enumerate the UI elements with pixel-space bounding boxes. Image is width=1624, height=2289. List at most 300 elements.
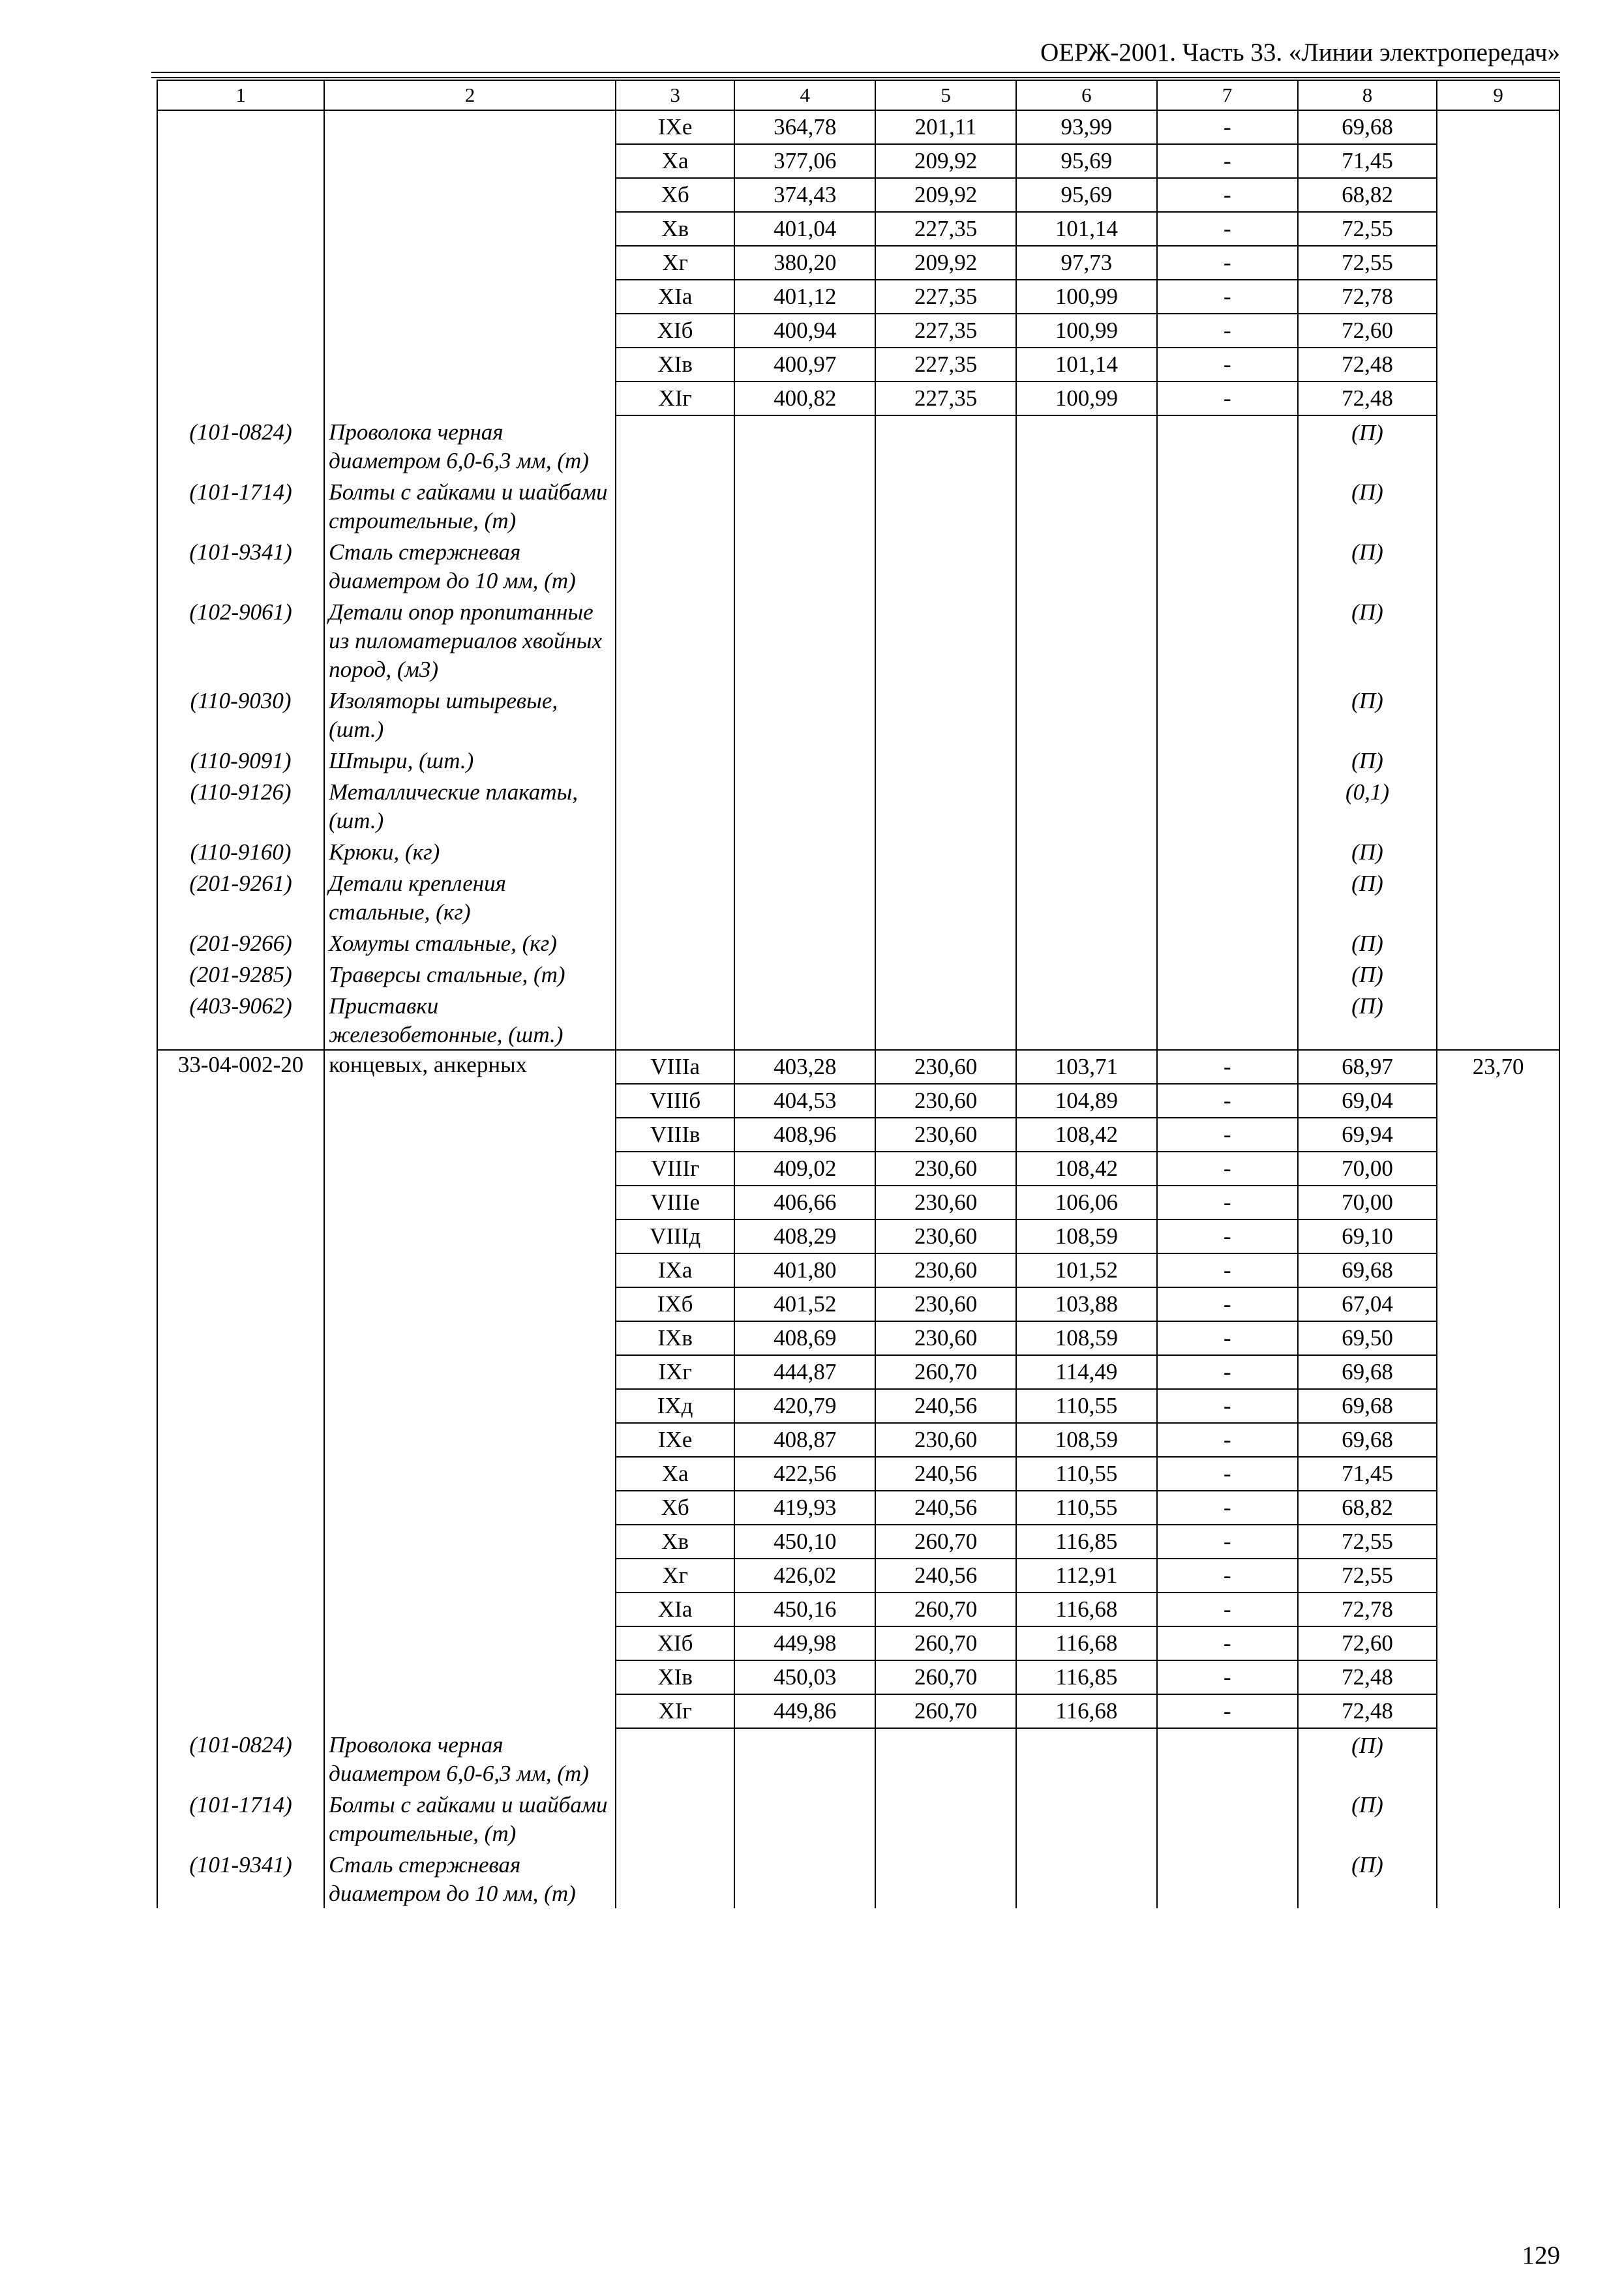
support-type-cell: IXг	[616, 1355, 735, 1389]
value-cell: -	[1157, 110, 1298, 144]
value-cell: -	[1157, 1253, 1298, 1287]
value-cell: 401,12	[734, 280, 875, 314]
material-code: (110-9030)	[157, 684, 324, 744]
empty-cell	[1157, 989, 1298, 1050]
value-cell: 230,60	[875, 1152, 1016, 1186]
value-cell: 68,82	[1298, 178, 1437, 212]
empty-cell	[734, 475, 875, 535]
value-cell: -	[1157, 1694, 1298, 1728]
norm-code-cell	[157, 1423, 324, 1457]
empty-cell	[616, 989, 735, 1050]
value-cell: 95,69	[1016, 144, 1157, 178]
empty-cell	[734, 775, 875, 835]
empty-cell	[734, 744, 875, 775]
value-cell: 260,70	[875, 1355, 1016, 1389]
norm-code-cell	[157, 1389, 324, 1423]
norm-name-cell	[324, 1626, 616, 1660]
column-number: 8	[1298, 80, 1437, 110]
support-type-cell: IXе	[616, 110, 735, 144]
value-cell: 72,48	[1298, 348, 1437, 382]
value-cell: 404,53	[734, 1084, 875, 1118]
labor-cell	[1437, 144, 1559, 178]
norm-name-cell	[324, 1118, 616, 1152]
norm-code-cell	[157, 178, 324, 212]
value-cell: 108,59	[1016, 1321, 1157, 1355]
column-number: 2	[324, 80, 616, 110]
material-code: (110-9126)	[157, 775, 324, 835]
material-value: (П)	[1298, 958, 1437, 989]
norm-name-cell	[324, 1084, 616, 1118]
value-cell: 67,04	[1298, 1287, 1437, 1321]
material-row	[157, 958, 1559, 989]
material-row	[157, 415, 1559, 475]
value-cell: 364,78	[734, 110, 875, 144]
empty-cell	[1016, 684, 1157, 744]
value-cell: 450,03	[734, 1660, 875, 1694]
value-cell: 70,00	[1298, 1186, 1437, 1219]
labor-cell	[1437, 1186, 1559, 1219]
norm-code-cell	[157, 280, 324, 314]
empty-cell	[1157, 1788, 1298, 1848]
empty-cell	[1437, 958, 1559, 989]
value-cell: 106,06	[1016, 1186, 1157, 1219]
value-cell: 449,98	[734, 1626, 875, 1660]
value-cell: 72,48	[1298, 1694, 1437, 1728]
support-type-cell: Xб	[616, 178, 735, 212]
empty-cell	[734, 835, 875, 867]
value-cell: 230,60	[875, 1050, 1016, 1084]
material-name: Болты с гайками и шайбами строительные, (т)	[324, 475, 616, 535]
norm-code-cell	[157, 1491, 324, 1525]
value-cell: 93,99	[1016, 110, 1157, 144]
material-code: (101-1714)	[157, 475, 324, 535]
norm-name-cell	[324, 212, 616, 246]
value-cell: 110,55	[1016, 1491, 1157, 1525]
value-cell: 419,93	[734, 1491, 875, 1525]
value-cell: 209,92	[875, 178, 1016, 212]
value-cell: 230,60	[875, 1084, 1016, 1118]
table-row	[157, 1694, 1559, 1728]
value-cell: 103,71	[1016, 1050, 1157, 1084]
empty-cell	[875, 595, 1016, 684]
value-cell: 69,68	[1298, 1355, 1437, 1389]
table-row	[157, 382, 1559, 415]
table-row	[157, 1525, 1559, 1559]
labor-cell	[1437, 1423, 1559, 1457]
support-type-cell: VIIIе	[616, 1186, 735, 1219]
norm-name-cell	[324, 1287, 616, 1321]
norm-name-cell: концевых, анкерных	[324, 1050, 616, 1084]
empty-cell	[1157, 927, 1298, 958]
support-type-cell: Xв	[616, 1525, 735, 1559]
value-cell: 230,60	[875, 1253, 1016, 1287]
value-cell: 72,60	[1298, 1626, 1437, 1660]
empty-cell	[616, 775, 735, 835]
value-cell: 112,91	[1016, 1559, 1157, 1593]
material-row	[157, 1788, 1559, 1848]
value-cell: -	[1157, 1084, 1298, 1118]
value-cell: 72,78	[1298, 280, 1437, 314]
empty-cell	[1157, 475, 1298, 535]
norm-name-cell	[324, 144, 616, 178]
table-row	[157, 1321, 1559, 1355]
empty-cell	[1437, 744, 1559, 775]
empty-cell	[1157, 867, 1298, 927]
value-cell: 108,59	[1016, 1219, 1157, 1253]
norm-name-cell	[324, 178, 616, 212]
empty-cell	[616, 1728, 735, 1788]
material-name: Детали крепления стальные, (кг)	[324, 867, 616, 927]
material-value: (П)	[1298, 684, 1437, 744]
empty-cell	[1157, 1728, 1298, 1788]
norm-name-cell	[324, 1457, 616, 1491]
value-cell: -	[1157, 1593, 1298, 1626]
value-cell: 227,35	[875, 382, 1016, 415]
value-cell: 69,68	[1298, 110, 1437, 144]
norm-code-cell	[157, 348, 324, 382]
value-cell: 401,80	[734, 1253, 875, 1287]
support-type-cell: XIа	[616, 1593, 735, 1626]
empty-cell	[1157, 1848, 1298, 1908]
table-row	[157, 1287, 1559, 1321]
labor-cell	[1437, 212, 1559, 246]
support-type-cell: XIб	[616, 314, 735, 348]
value-cell: 116,68	[1016, 1694, 1157, 1728]
empty-cell	[734, 1788, 875, 1848]
labor-cell	[1437, 1084, 1559, 1118]
value-cell: 201,11	[875, 110, 1016, 144]
empty-cell	[875, 775, 1016, 835]
empty-cell	[616, 1788, 735, 1848]
value-cell: 72,55	[1298, 1525, 1437, 1559]
material-row	[157, 684, 1559, 744]
empty-cell	[1437, 775, 1559, 835]
norm-code-cell	[157, 1660, 324, 1694]
support-type-cell: XIб	[616, 1626, 735, 1660]
value-cell: 230,60	[875, 1321, 1016, 1355]
value-cell: -	[1157, 212, 1298, 246]
value-cell: -	[1157, 1457, 1298, 1491]
table-row	[157, 280, 1559, 314]
value-cell: 408,29	[734, 1219, 875, 1253]
value-cell: -	[1157, 1287, 1298, 1321]
norm-code-cell	[157, 314, 324, 348]
page-header-title: ОЕРЖ-2001. Часть 33. «Линии электропередач»	[1040, 38, 1560, 67]
material-row	[157, 595, 1559, 684]
value-cell: -	[1157, 1660, 1298, 1694]
material-row	[157, 1848, 1559, 1908]
norm-name-cell	[324, 1186, 616, 1219]
material-row	[157, 927, 1559, 958]
material-name: Проволока черная диаметром 6,0-6,3 мм, (т)	[324, 1728, 616, 1788]
table-row	[157, 1626, 1559, 1660]
value-cell: 227,35	[875, 280, 1016, 314]
value-cell: 401,52	[734, 1287, 875, 1321]
support-type-cell: XIа	[616, 280, 735, 314]
material-value: (П)	[1298, 535, 1437, 595]
empty-cell	[1157, 595, 1298, 684]
value-cell: 97,73	[1016, 246, 1157, 280]
empty-cell	[875, 958, 1016, 989]
table-row	[157, 1152, 1559, 1186]
empty-cell	[875, 835, 1016, 867]
column-number: 1	[157, 80, 324, 110]
value-cell: 400,82	[734, 382, 875, 415]
table-row	[157, 1084, 1559, 1118]
empty-cell	[875, 744, 1016, 775]
empty-cell	[616, 535, 735, 595]
value-cell: 72,60	[1298, 314, 1437, 348]
norm-code-cell	[157, 1593, 324, 1626]
value-cell: 108,42	[1016, 1118, 1157, 1152]
labor-cell	[1437, 1593, 1559, 1626]
value-cell: 110,55	[1016, 1457, 1157, 1491]
empty-cell	[1016, 1848, 1157, 1908]
empty-cell	[1157, 835, 1298, 867]
empty-cell	[1157, 415, 1298, 475]
support-type-cell: XIг	[616, 1694, 735, 1728]
empty-cell	[875, 475, 1016, 535]
value-cell: 69,68	[1298, 1423, 1437, 1457]
support-type-cell: IXд	[616, 1389, 735, 1423]
value-cell: -	[1157, 1050, 1298, 1084]
norm-name-cell	[324, 1355, 616, 1389]
value-cell: -	[1157, 1559, 1298, 1593]
empty-cell	[616, 835, 735, 867]
value-cell: 408,69	[734, 1321, 875, 1355]
material-row	[157, 1728, 1559, 1788]
empty-cell	[1437, 1788, 1559, 1848]
value-cell: 72,55	[1298, 246, 1437, 280]
value-cell: -	[1157, 1118, 1298, 1152]
norm-name-cell	[324, 348, 616, 382]
material-name: Штыри, (шт.)	[324, 744, 616, 775]
support-type-cell: VIIIд	[616, 1219, 735, 1253]
value-cell: -	[1157, 1152, 1298, 1186]
norm-name-cell	[324, 1559, 616, 1593]
empty-cell	[875, 1788, 1016, 1848]
material-value: (П)	[1298, 927, 1437, 958]
value-cell: 377,06	[734, 144, 875, 178]
column-number: 7	[1157, 80, 1298, 110]
table-row	[157, 1355, 1559, 1389]
empty-cell	[875, 1848, 1016, 1908]
norm-code-cell	[157, 212, 324, 246]
material-code: (102-9061)	[157, 595, 324, 684]
norm-code-cell	[157, 1355, 324, 1389]
value-cell: 240,56	[875, 1491, 1016, 1525]
value-cell: 449,86	[734, 1694, 875, 1728]
value-cell: -	[1157, 1219, 1298, 1253]
value-cell: 71,45	[1298, 144, 1437, 178]
labor-cell	[1437, 314, 1559, 348]
table-row	[157, 348, 1559, 382]
material-code: (101-1714)	[157, 1788, 324, 1848]
empty-cell	[734, 415, 875, 475]
empty-cell	[1437, 1848, 1559, 1908]
material-name: Изоляторы штыревые, (шт.)	[324, 684, 616, 744]
value-cell: 101,52	[1016, 1253, 1157, 1287]
value-cell: 240,56	[875, 1457, 1016, 1491]
value-cell: 72,48	[1298, 382, 1437, 415]
value-cell: -	[1157, 314, 1298, 348]
support-type-cell: VIIIг	[616, 1152, 735, 1186]
value-cell: 240,56	[875, 1559, 1016, 1593]
table-row	[157, 1253, 1559, 1287]
value-cell: 72,55	[1298, 212, 1437, 246]
support-type-cell: IXа	[616, 1253, 735, 1287]
material-row	[157, 775, 1559, 835]
norm-code-cell	[157, 1152, 324, 1186]
value-cell: 209,92	[875, 144, 1016, 178]
value-cell: 72,48	[1298, 1660, 1437, 1694]
support-type-cell: Xг	[616, 246, 735, 280]
empty-cell	[1157, 775, 1298, 835]
table-row	[157, 1593, 1559, 1626]
rates-table	[157, 80, 1560, 1908]
support-type-cell: XIв	[616, 1660, 735, 1694]
material-row	[157, 744, 1559, 775]
value-cell: -	[1157, 348, 1298, 382]
value-cell: 116,68	[1016, 1626, 1157, 1660]
material-code: (101-9341)	[157, 535, 324, 595]
empty-cell	[1437, 835, 1559, 867]
norm-name-cell	[324, 1525, 616, 1559]
norm-name-cell	[324, 1253, 616, 1287]
value-cell: 69,68	[1298, 1389, 1437, 1423]
value-cell: 400,94	[734, 314, 875, 348]
column-number: 4	[734, 80, 875, 110]
value-cell: 71,45	[1298, 1457, 1437, 1491]
empty-cell	[1157, 684, 1298, 744]
material-value: (П)	[1298, 1728, 1437, 1788]
empty-cell	[616, 867, 735, 927]
value-cell: -	[1157, 144, 1298, 178]
norm-code-cell	[157, 1186, 324, 1219]
empty-cell	[1437, 867, 1559, 927]
empty-cell	[616, 415, 735, 475]
empty-cell	[875, 927, 1016, 958]
norm-name-cell	[324, 1219, 616, 1253]
value-cell: -	[1157, 1525, 1298, 1559]
column-number: 3	[616, 80, 735, 110]
value-cell: 444,87	[734, 1355, 875, 1389]
empty-cell	[1016, 744, 1157, 775]
labor-cell	[1437, 178, 1559, 212]
material-value: (П)	[1298, 744, 1437, 775]
empty-cell	[875, 989, 1016, 1050]
material-code: (101-9341)	[157, 1848, 324, 1908]
norm-code-cell	[157, 1118, 324, 1152]
norm-name-cell	[324, 314, 616, 348]
value-cell: 260,70	[875, 1626, 1016, 1660]
labor-cell	[1437, 1118, 1559, 1152]
value-cell: 227,35	[875, 348, 1016, 382]
value-cell: 69,94	[1298, 1118, 1437, 1152]
empty-cell	[875, 867, 1016, 927]
material-name: Детали опор пропитанные из пиломатериалов хвойных пород, (м3)	[324, 595, 616, 684]
empty-cell	[875, 415, 1016, 475]
norm-code-cell	[157, 1321, 324, 1355]
labor-cell	[1437, 1660, 1559, 1694]
material-name: Сталь стержневая диаметром до 10 мм, (т)	[324, 535, 616, 595]
table-row	[157, 1118, 1559, 1152]
material-code: (101-0824)	[157, 1728, 324, 1788]
empty-cell	[616, 1848, 735, 1908]
value-cell: 72,78	[1298, 1593, 1437, 1626]
column-number: 9	[1437, 80, 1559, 110]
value-cell: -	[1157, 1186, 1298, 1219]
norm-name-cell	[324, 1423, 616, 1457]
material-value: (0,1)	[1298, 775, 1437, 835]
table-row	[157, 1389, 1559, 1423]
value-cell: 69,50	[1298, 1321, 1437, 1355]
empty-cell	[1016, 867, 1157, 927]
table-row	[157, 1219, 1559, 1253]
empty-cell	[1437, 989, 1559, 1050]
norm-name-cell	[324, 382, 616, 415]
value-cell: 69,10	[1298, 1219, 1437, 1253]
material-name: Проволока черная диаметром 6,0-6,3 мм, (т)	[324, 415, 616, 475]
value-cell: 69,68	[1298, 1253, 1437, 1287]
table-row	[157, 110, 1559, 144]
norm-name-cell	[324, 1389, 616, 1423]
norm-name-cell	[324, 110, 616, 144]
value-cell: -	[1157, 1321, 1298, 1355]
value-cell: 230,60	[875, 1287, 1016, 1321]
empty-cell	[616, 958, 735, 989]
material-code: (403-9062)	[157, 989, 324, 1050]
support-type-cell: VIIIб	[616, 1084, 735, 1118]
material-code: (110-9160)	[157, 835, 324, 867]
empty-cell	[875, 535, 1016, 595]
table-row	[157, 1559, 1559, 1593]
material-code: (110-9091)	[157, 744, 324, 775]
empty-cell	[616, 744, 735, 775]
norm-name-cell	[324, 1593, 616, 1626]
norm-code-cell	[157, 144, 324, 178]
empty-cell	[1016, 958, 1157, 989]
empty-cell	[1437, 684, 1559, 744]
empty-cell	[1016, 595, 1157, 684]
value-cell: 240,56	[875, 1389, 1016, 1423]
value-cell: 450,10	[734, 1525, 875, 1559]
support-type-cell: VIIIв	[616, 1118, 735, 1152]
value-cell: -	[1157, 1491, 1298, 1525]
support-type-cell: Xа	[616, 144, 735, 178]
column-number: 6	[1016, 80, 1157, 110]
norm-name-cell	[324, 1152, 616, 1186]
value-cell: 100,99	[1016, 314, 1157, 348]
empty-cell	[875, 1728, 1016, 1788]
value-cell: 422,56	[734, 1457, 875, 1491]
material-name: Крюки, (кг)	[324, 835, 616, 867]
table-row	[157, 1050, 1559, 1084]
value-cell: 116,85	[1016, 1525, 1157, 1559]
value-cell: 401,04	[734, 212, 875, 246]
empty-cell	[1437, 415, 1559, 475]
material-row	[157, 835, 1559, 867]
value-cell: 406,66	[734, 1186, 875, 1219]
value-cell: 374,43	[734, 178, 875, 212]
support-type-cell: IXб	[616, 1287, 735, 1321]
empty-cell	[1016, 835, 1157, 867]
norm-code-cell	[157, 1525, 324, 1559]
labor-cell	[1437, 1253, 1559, 1287]
norm-code-cell	[157, 1626, 324, 1660]
value-cell: 108,59	[1016, 1423, 1157, 1457]
norm-name-cell	[324, 1491, 616, 1525]
